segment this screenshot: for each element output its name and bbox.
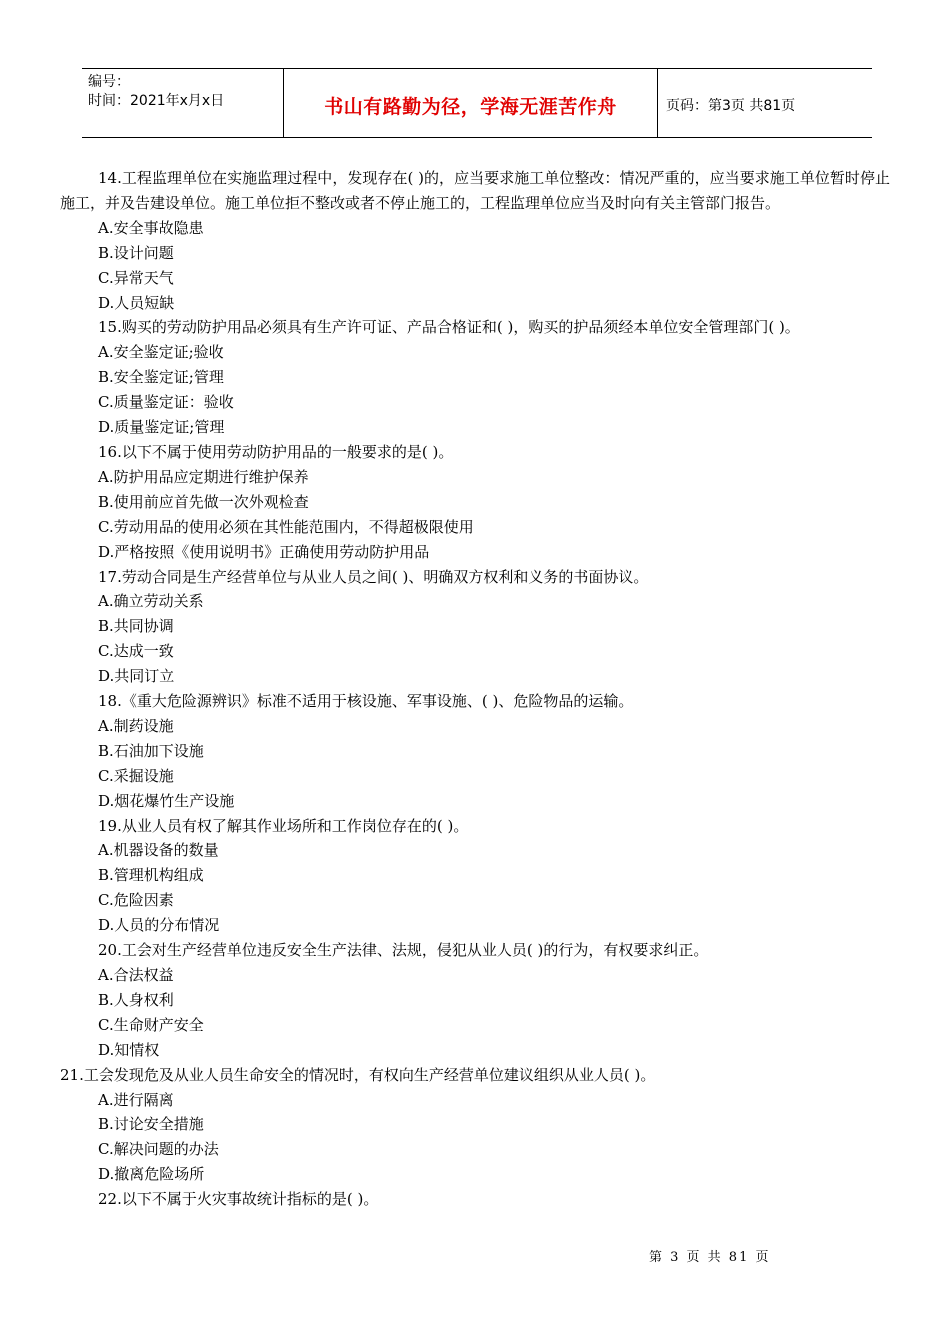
question-22: 22.以下不属于火灾事故统计指标的是( )。 xyxy=(98,1190,379,1209)
option-16-c: C.劳动用品的使用必须在其性能范围内，不得超极限使用 xyxy=(98,517,474,536)
question-17: 17.劳动合同是生产经营单位与从业人员之间( )、明确双方权利和义务的书面协议。 xyxy=(98,567,649,586)
option-15-b: B.安全鉴定证;管理 xyxy=(98,368,224,387)
option-14-b: B.设计问题 xyxy=(98,243,174,262)
question-21: 21.工会发现危及从业人员生命安全的情况时，有权向生产经营单位建议组织从业人员( )。 xyxy=(60,1065,656,1084)
option-19-b: B.管理机构组成 xyxy=(98,866,204,885)
option-20-d: D.知情权 xyxy=(98,1040,160,1059)
option-21-c: C.解决问题的办法 xyxy=(98,1140,219,1159)
option-21-b: B.讨论安全措施 xyxy=(98,1115,204,1134)
option-18-d: D.烟花爆竹生产设施 xyxy=(98,791,235,810)
option-15-d: D.质量鉴定证;管理 xyxy=(98,418,225,437)
option-17-a: A.确立劳动关系 xyxy=(98,592,204,611)
question-19: 19.从业人员有权了解其作业场所和工作岗位存在的( )。 xyxy=(98,816,469,835)
option-15-c: C.质量鉴定证：验收 xyxy=(98,393,234,412)
header-page-number: 页码：第3页 共81页 xyxy=(666,98,796,114)
option-16-b: B.使用前应首先做一次外观检查 xyxy=(98,492,309,511)
page-header xyxy=(82,68,872,138)
document-time-label: 时间：2021年x月x日 xyxy=(88,93,225,109)
question-18: 18.《重大危险源辨识》标准不适用于核设施、军事设施、( )、危险物品的运输。 xyxy=(98,692,634,711)
option-17-b: B.共同协调 xyxy=(98,617,174,636)
option-19-c: C.危险因素 xyxy=(98,891,174,910)
document-body xyxy=(60,166,890,1212)
option-16-d: D.严格按照《使用说明书》正确使用劳动防护用品 xyxy=(98,542,430,561)
document-number-label: 编号： xyxy=(88,74,130,90)
option-15-a: A.安全鉴定证;验收 xyxy=(98,343,224,362)
option-20-a: A.合法权益 xyxy=(98,966,174,984)
question-15: 15.购买的劳动防护用品必须具有生产许可证、产品合格证和( )，购买的护品须经本单位安全管理部门( )。 xyxy=(98,318,800,337)
option-21-a: A.进行隔离 xyxy=(98,1090,174,1109)
header-page-cell xyxy=(658,69,872,137)
option-14-d: D.人员短缺 xyxy=(98,293,175,312)
option-14-c: C.异常天气 xyxy=(98,268,174,287)
question-14: 14.工程监理单位在实施监理过程中，发现存在( )的，应当要求施工单位整改：情况严重的，应当要求施工单位暂时停止施工，并及告建设单位。施工单位拒不整改或者不停止施工的，工程监理单位应当及时向有关主管部门报告。 xyxy=(60,169,890,212)
question-20: 20.工会对生产经营单位违反安全生产法律、法规，侵犯从业人员( )的行为，有权要求纠正。 xyxy=(98,941,709,960)
option-20-b: B.人身权利 xyxy=(98,990,174,1009)
option-18-c: C.采掘设施 xyxy=(98,766,174,785)
option-18-b: B.石油加下设施 xyxy=(98,741,204,760)
option-20-c: C.生命财产安全 xyxy=(98,1015,204,1034)
option-17-c: C.达成一致 xyxy=(98,642,174,661)
option-17-d: D.共同订立 xyxy=(98,667,175,686)
option-18-a: A.制药设施 xyxy=(98,716,174,735)
header-motto-cell xyxy=(284,69,658,137)
header-motto: 书山有路勤为径，学海无涯苦作舟 xyxy=(324,95,617,118)
page-footer: 第 3 页 共 81 页 xyxy=(649,1250,771,1265)
option-19-a: A.机器设备的数量 xyxy=(98,841,219,860)
option-14-a: A.安全事故隐患 xyxy=(98,218,204,237)
option-19-d: D.人员的分布情况 xyxy=(98,916,220,935)
option-16-a: A.防护用品应定期进行维护保养 xyxy=(98,467,309,486)
option-21-d: D.撤离危险场所 xyxy=(98,1165,205,1184)
header-info-cell xyxy=(82,69,284,137)
question-16: 16.以下不属于使用劳动防护用品的一般要求的是( )。 xyxy=(98,442,454,461)
